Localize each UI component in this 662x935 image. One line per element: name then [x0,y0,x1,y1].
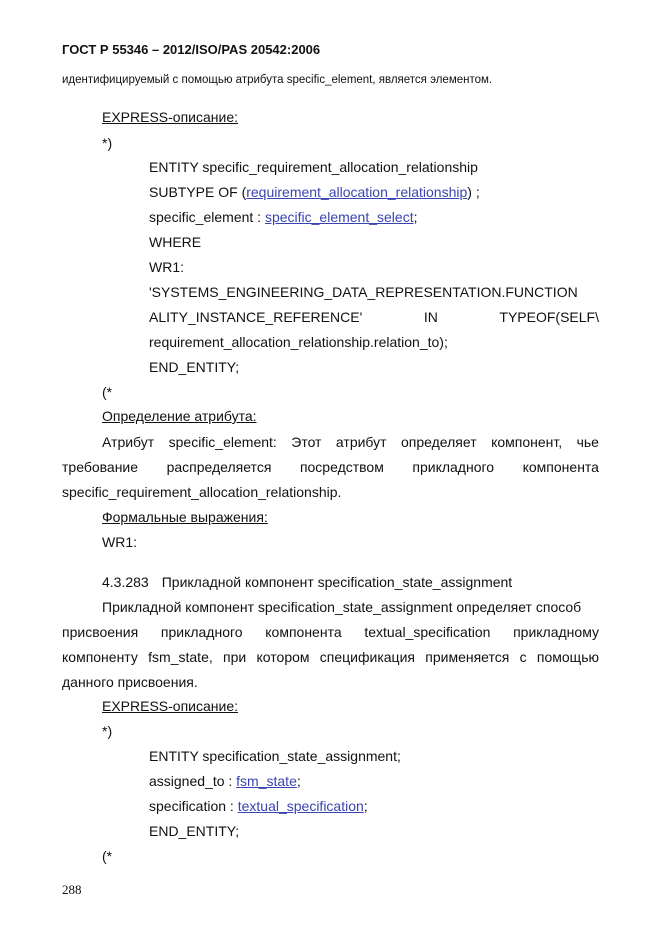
attr-prefix: specific_element : [149,209,265,225]
page-number: 288 [62,882,82,897]
express-heading-2: EXPRESS-описание: [102,698,239,714]
document-header: ГОСТ Р 55346 – 2012/ISO/PAS 20542:2006 [62,42,321,57]
word: распределяется [166,459,272,475]
section-number: 4.3.283 [102,574,149,590]
comment-close-1: (* [102,384,113,400]
word: прикладного [412,459,495,475]
word: атрибут [335,434,387,450]
attr-suffix: ; [413,209,418,225]
wr1-line: WR1: [149,259,184,275]
word: компонент, [491,434,563,450]
section-para-line-3 [62,648,599,666]
word: прикладному [513,624,599,640]
section-title: Прикладной компонент specification_state_assignment [161,574,513,590]
rule-word: TYPEOF(SELF\ [499,309,599,325]
word: компоненту [62,649,138,665]
entity-line-2: ENTITY specification_state_assignment; [149,748,401,764]
section-para-line-4: данного присвоения. [62,674,198,690]
rule-word: ALITY_INSTANCE_REFERENCE' [149,309,363,325]
where-line: WHERE [149,234,202,250]
word: textual_specification [364,624,491,640]
comment-open-1: *) [102,135,113,151]
attr-link[interactable]: specific_element_select [264,209,414,225]
spec-link[interactable]: textual_specification [237,798,364,814]
rule-line-3: requirement_allocation_relationship.relation_to); [149,334,448,350]
rule-word: IN [423,309,438,325]
express-heading-1: EXPRESS-описание: [102,109,239,125]
word: компонента [265,624,342,640]
section-heading [102,573,512,591]
word: Этот [291,434,322,450]
word: присвоения [62,624,139,640]
word: требование [62,459,139,475]
spec-prefix: specification : [149,798,238,814]
attribute-line [149,208,417,226]
word: specific_element: [168,434,277,450]
formal-wr1: WR1: [102,534,137,550]
rule-line-1: 'SYSTEMS_ENGINEERING_DATA_REPRESENTATION.FUNCTION [149,284,578,300]
subtype-link[interactable]: requirement_allocation_relationship [246,184,468,200]
word: при [223,649,247,665]
word: спецификация [319,649,415,665]
assigned-to-line [149,772,301,790]
intro-line: идентифицируемый с помощью атрибута specific_element, является элементом. [62,74,493,86]
word: компонента [522,459,599,475]
entity-line-1: ENTITY specific_requirement_allocation_relationship [149,159,478,175]
formal-heading: Формальные выражения: [102,509,268,525]
word: прикладного [160,624,243,640]
word: определяет [401,434,477,450]
definition-line-2 [62,458,599,476]
spec-suffix: ; [363,798,368,814]
word: посредством [299,459,384,475]
definition-line-1 [102,433,599,451]
definition-line-3: specific_requirement_allocation_relationship. [62,484,342,500]
assigned-suffix: ; [296,773,301,789]
assigned-prefix: assigned_to : [149,773,237,789]
word: применяется [425,649,510,665]
comment-close-2: (* [102,848,113,864]
subtype-line [149,183,480,201]
rule-line-2 [149,308,599,326]
subtype-suffix: ) ; [467,184,480,200]
word: с [519,649,527,665]
word: помощью [536,649,599,665]
section-para-line-2 [62,623,599,641]
comment-open-2: *) [102,723,113,739]
word: чье [576,434,599,450]
definition-heading: Определение атрибута: [102,408,257,424]
specification-line [149,797,368,815]
word: котором [256,649,310,665]
word: Атрибут [102,434,155,450]
end-entity-2: END_ENTITY; [149,823,240,839]
word: fsm_state, [148,649,213,665]
end-entity-1: END_ENTITY; [149,359,240,375]
section-para-line-1: Прикладной компонент specification_state_assignment определяет способ [102,599,582,615]
assigned-link[interactable]: fsm_state [236,773,297,789]
subtype-prefix: SUBTYPE OF ( [149,184,247,200]
